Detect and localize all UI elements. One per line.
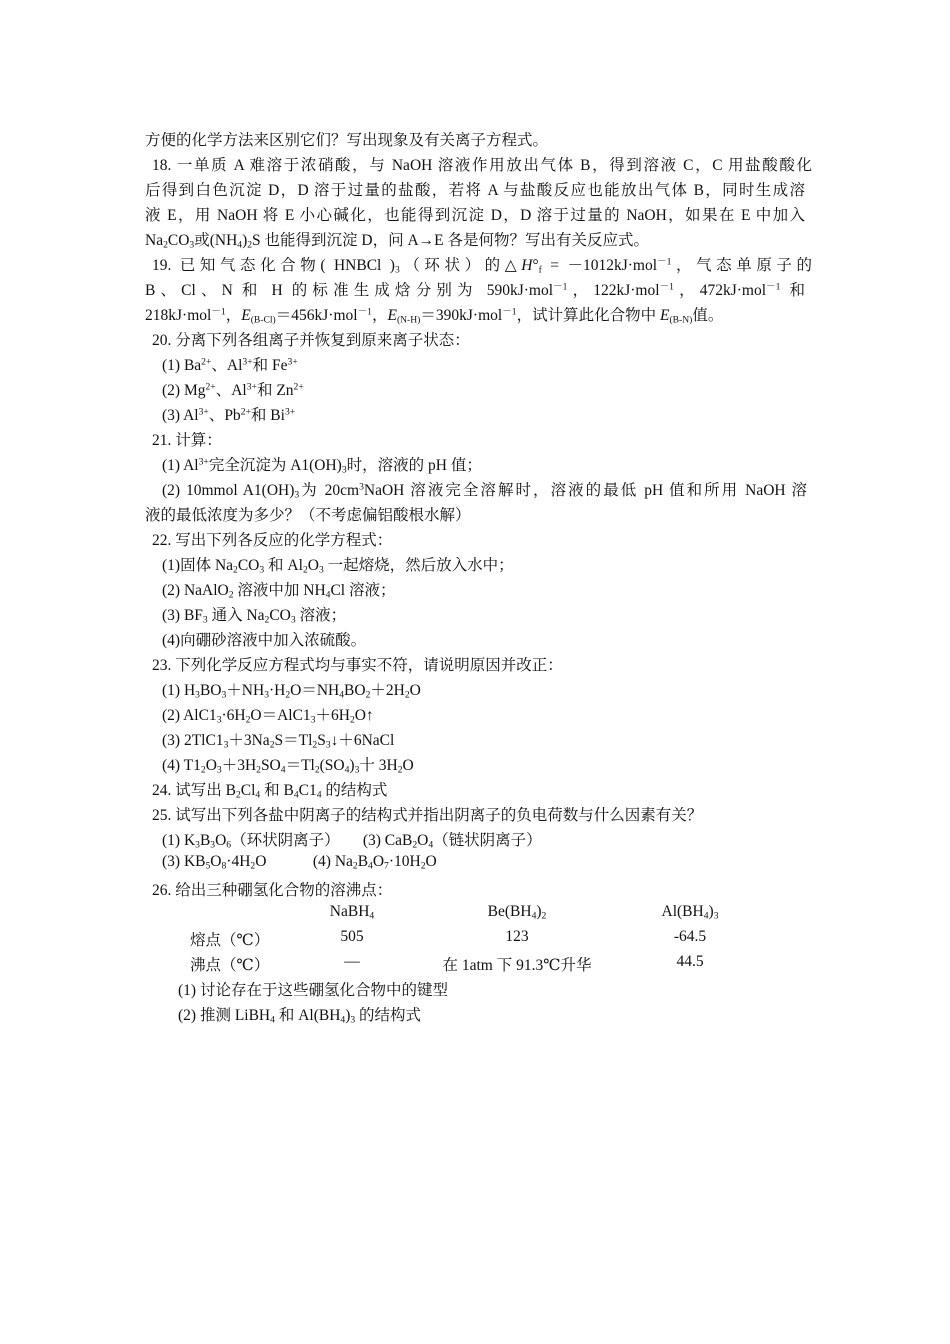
table-header-cell: NaBH$_4$ [329,903,375,922]
question-19-line: 19. 已知气态化合物( HNBCl )$_3$（环状）的$\triangle H^\circ_f = -1012kJ\cdot mol^{-1}$，气态单原子的 [152,256,812,276]
question-23-item: (1) $H_3BO_3+NH_3\cdot H_2O=NH_4BO_2+2H_2O$ [162,682,421,701]
table-header-cell: $Al(BH_4)_3$ [661,903,719,922]
table-cell: 505 [340,928,364,945]
question-25-item: (3) $KB_5O_8\cdot 4H_2O$ (4) $Na_2B_4O_7\cdot 10H_2O$ [162,853,437,872]
question-22-item: (4)向硼砂溶液中加入浓硫酸。 [162,632,367,649]
table-header-cell: $Be(BH_4)_2$ [487,903,547,922]
question-25-item: (1) $K_3B_3O_6$（环状阴离子） (3) $CaB_2O_4$（链状阴离子） [162,832,542,851]
question-26-item: (1) 讨论存在于这些硼氢化合物中的键型 [178,982,448,999]
question-21-item: 液的最低浓度为多少？（不考虑偏铝酸根水解） [145,507,471,524]
table-cell: -64.5 [673,928,707,945]
question-21-item: (1) $Al^{3+}$完全沉淀为 $A1(OH)_3$时，溶液的 pH 值； [162,456,482,476]
question-19-line: 218kJ·mol$^{-1}$，$E_{(B-Cl)}=456kJ\cdot mol^{-1}$，$E_{(N-H)}=390kJ\cdot mol^{-1}$，试计算此化合物中 $E_{(B-N)}$值。 [145,306,724,326]
table-cell: 在 1atm 下 91.3℃升华 [442,957,592,974]
question-18-line: $Na_2CO_3$或$(NH_4)_2S$ 也能得到沉淀 D，问 A→E 各是何物？写出有关反应式。 [145,232,650,251]
question-19-line: B、Cl、N 和 H 的标准生成焓分别为 590kJ·mol$^{-1}$，122kJ·mol$^{-1}$，472kJ·mol$^{-1}$ 和 [145,281,805,299]
question-26-heading: 26. 给出三种硼氢化合物的溶沸点： [152,882,393,899]
question-20-item: (1) $Ba^{2+}$、$Al^{3+}$和 $Fe^{3+}$ [162,356,298,374]
question-23-heading: 23. 下列化学反应方程式均与事实不符，请说明原因并改正： [152,657,563,674]
question-23-item: (3) $2TlC1_3+3Na_2S=Tl_2S_3↓+6NaCl$ [162,732,395,751]
paragraph-line: 方便的化学方法来区别它们？写出现象及有关离子方程式。 [145,132,549,149]
question-18-line: 后得到白色沉淀 D，D 溶于过量的盐酸，若将 A 与盐酸反应也能放出气体 B，同时生成溶 [145,182,805,199]
question-20-item: (3) $Al^{3+}$、$Pb^{2+}$和 $Bi^{3+}$ [162,406,296,424]
question-20-item: (2) $Mg^{2+}$、$Al^{3+}$和 $Zn^{2+}$ [162,381,304,399]
question-21-item: (2) 10mmol $A1(OH)_3$为 $20cm^3NaOH$ 溶液完全溶解时，溶液的最低 pH 值和所用 NaOH 溶 [162,481,808,501]
table-cell: 123 [505,928,529,945]
question-18-line: 液 E，用 NaOH 将 E 小心碱化，也能得到沉淀 D，D 溶于过量的 NaOH，如果在 E 中加入 [145,207,805,224]
question-22-item: (3) $BF_3$ 通入 $Na_2CO_3$ 溶液； [162,607,347,626]
question-26-item: (2) 推测 LiBH$_4$ 和 $Al(BH_4)_3$ 的结构式 [178,1007,422,1026]
table-cell: — [344,953,360,970]
question-18-line: 18. 一单质 A 难溶于浓硝酸，与 NaOH 溶液作用放出气体 B，得到溶液 C，C 用盐酸酸化 [152,157,812,174]
question-20-heading: 20. 分离下列各组离子并恢复到原来离子状态： [152,332,470,349]
question-25-heading: 25. 试写出下列各盐中阴离子的结构式并指出阴离子的负电荷数与什么因素有关？ [152,807,703,824]
question-23-item: (4) $T1_2O_3+3H_2SO_4=Tl_2(SO_4)_3$十 $3H_2O$ [162,757,414,776]
table-row-label: 沸点（℃） [190,957,270,974]
question-23-item: (2) $AlC1_3\cdot 6H_2O=AlC1_3+6H_2O↑$ [162,707,374,726]
question-22-item: (2) NaAlO$_2$ 溶液中加 $NH_4Cl$ 溶液； [162,582,396,601]
question-21-heading: 21. 计算： [152,432,222,449]
table-cell: 44.5 [676,953,704,970]
question-22-item: (1)固体 $Na_2CO_3$ 和 $Al_2O_3$ 一起熔烧，然后放入水中； [162,557,514,576]
table-row-label: 熔点（℃） [190,932,270,949]
question-22-heading: 22. 写出下列各反应的化学方程式： [152,532,393,549]
question-24: 24. 试写出 $B_2Cl_4$ 和 $B_4C1_4$ 的结构式 [152,782,388,801]
